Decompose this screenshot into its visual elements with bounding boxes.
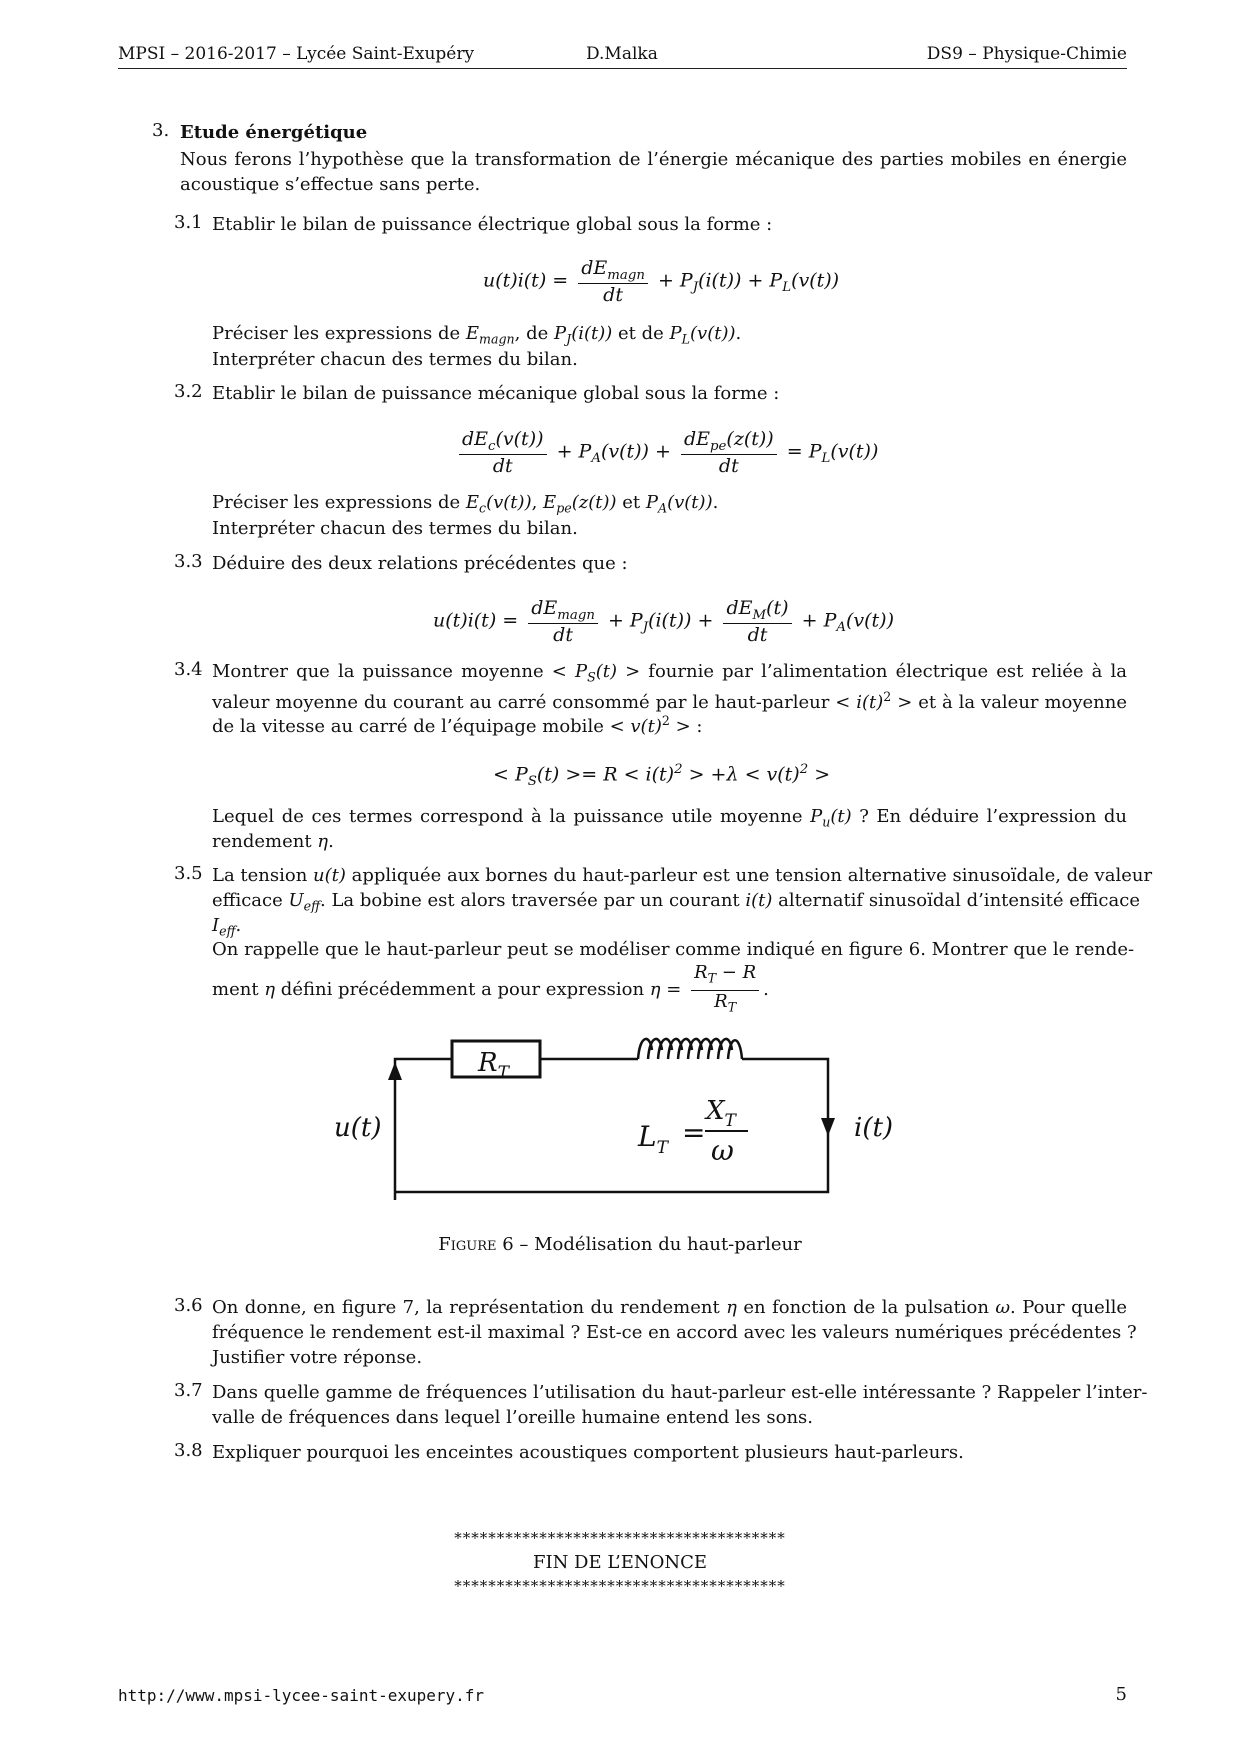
equation-3-4: < $P_S(t) >= R < i(t)^2 > +\lambda < v(t)^2$ > bbox=[493, 762, 831, 790]
question-3-5-line-2: efficace $U_{eff}$. La bobine est alors traversée par un courant i(t) alternatif sinusoïdal d’intensité efficace bbox=[212, 890, 1140, 914]
question-3-1-interpret: Interpréter chacun des termes du bilan. bbox=[212, 349, 578, 370]
equation-3-1: u(t)i(t) = $\frac{dE_{magn}}{dt}$ + $P_J(i(t)) + P_L(v(t))$ bbox=[483, 257, 840, 306]
inductance-frac-den: ω bbox=[711, 1134, 734, 1167]
question-3-1-precise: Préciser les expressions de $E_{magn}$, de $P_J(i(t))$ et de $P_L(v(t))$. bbox=[212, 323, 742, 347]
figure-6-caption: Figure 6 – Modélisation du haut-parleur bbox=[438, 1234, 802, 1255]
end-stars-top: *************************************** bbox=[454, 1529, 786, 1547]
header-left: MPSI – 2016-2017 – Lycée Saint-Exupéry bbox=[118, 44, 475, 64]
question-3-5-line-5: ment η défini précédemment a pour expression η = $\frac{R_T - R}{R_T}$ . bbox=[212, 962, 769, 1015]
current-arrowhead bbox=[821, 1118, 835, 1136]
question-3-6-line-1: On donne, en figure 7, la représentation du rendement η en fonction de la pulsation ω. Pour quelle bbox=[212, 1297, 1128, 1318]
end-stars-bottom: *************************************** bbox=[454, 1577, 786, 1595]
page-header bbox=[118, 44, 1127, 69]
question-number-3-4: 3.4 bbox=[174, 659, 203, 680]
section-intro-line-2: acoustique s’effectue sans perte. bbox=[180, 174, 481, 195]
resistor-label: $R_T$ bbox=[478, 1048, 509, 1083]
inductance-label: $L_T$ bbox=[638, 1120, 668, 1158]
question-3-2-text: Etablir le bilan de puissance mécanique global sous la forme : bbox=[212, 383, 780, 404]
section-intro-line-1: Nous ferons l’hypothèse que la transformation de l’énergie mécanique des parties mobiles en énergie bbox=[180, 149, 1127, 170]
question-number-3-8: 3.8 bbox=[174, 1440, 203, 1461]
question-3-3-text: Déduire des deux relations précédentes que : bbox=[212, 553, 628, 574]
question-3-8-line-1: Expliquer pourquoi les enceintes acoustiques comportent plusieurs haut-parleurs. bbox=[212, 1442, 964, 1463]
voltage-label: u(t) bbox=[334, 1113, 382, 1143]
section-title: Etude énergétique bbox=[180, 122, 368, 143]
current-label: i(t) bbox=[854, 1113, 894, 1143]
end-text: FIN DE L’ENONCE bbox=[532, 1552, 708, 1573]
question-3-4-line-5: rendement η. bbox=[212, 831, 334, 852]
equation-3-2: $\frac{dE_c(v(t))}{dt}$ + $P_A(v(t))$ + $\frac{dE_{pe}(z(t))}{dt}$ = $P_L(v(t))$ bbox=[455, 428, 878, 477]
equation-3-3: u(t)i(t) = $\frac{dE_{magn}}{dt}$ + $P_J(i(t))$ + $\frac{dE_M(t)}{dt}$ + $P_A(v(t))$ bbox=[433, 597, 895, 646]
footer-url: http://www.mpsi-lycee-saint-exupery.fr bbox=[118, 1686, 485, 1705]
inductance-frac-num: $X_T$ bbox=[706, 1096, 736, 1131]
question-3-5-line-3: $I_{eff}$. bbox=[212, 915, 242, 939]
header-center: D.Malka bbox=[586, 44, 658, 64]
question-3-2-interpret: Interpréter chacun des termes du bilan. bbox=[212, 518, 578, 539]
wire-right bbox=[395, 1059, 828, 1192]
question-3-7-line-2: valle de fréquences dans lequel l’oreille humaine entend les sons. bbox=[212, 1407, 814, 1428]
question-3-6-line-2: fréquence le rendement est-il maximal ? Est-ce en accord avec les valeurs numériques précédentes ? bbox=[212, 1322, 1137, 1343]
voltage-arrowhead bbox=[388, 1062, 402, 1080]
question-number-3-3: 3.3 bbox=[174, 551, 203, 572]
figure-6-circuit bbox=[320, 1030, 920, 1210]
wire-left bbox=[395, 1059, 452, 1200]
question-number-3-2: 3.2 bbox=[174, 381, 203, 402]
question-number-3-5: 3.5 bbox=[174, 863, 203, 884]
inductance-equals: = bbox=[682, 1116, 706, 1149]
question-3-6-line-3: Justifier votre réponse. bbox=[212, 1347, 423, 1368]
section-number: 3. bbox=[152, 120, 170, 141]
inductor-coil bbox=[638, 1039, 742, 1059]
question-number-3-7: 3.7 bbox=[174, 1380, 203, 1401]
question-3-4-line-1: Montrer que la puissance moyenne < $P_S(t)$ > fournie par l’alimentation électrique est reliée à la bbox=[212, 661, 1127, 685]
question-3-2-precise: Préciser les expressions de $E_c(v(t))$, $E_{pe}(z(t))$ et $P_A(v(t))$. bbox=[212, 492, 719, 516]
question-3-4-line-4: Lequel de ces termes correspond à la puissance utile moyenne $P_u(t)$ ? En déduire l’expression du bbox=[212, 806, 1127, 830]
question-3-4-line-3: de la vitesse au carré de l’équipage mobile < $v(t)^2$ > : bbox=[212, 713, 703, 737]
header-right: DS9 – Physique-Chimie bbox=[926, 44, 1127, 64]
question-3-1-text: Etablir le bilan de puissance électrique global sous la forme : bbox=[212, 214, 773, 235]
question-3-4-line-2: valeur moyenne du courant au carré consommé par le haut-parleur < $i(t)^2$ > et à la valeur moyenne bbox=[212, 689, 1128, 713]
question-3-5-line-4: On rappelle que le haut-parleur peut se modéliser comme indiqué en figure 6. Montrer que le rende- bbox=[212, 939, 1135, 960]
question-number-3-6: 3.6 bbox=[174, 1295, 203, 1316]
page-number: 5 bbox=[1115, 1684, 1127, 1705]
question-number-3-1: 3.1 bbox=[174, 212, 203, 233]
question-3-7-line-1: Dans quelle gamme de fréquences l’utilisation du haut-parleur est-elle intéressante ? Rappeler l’inter- bbox=[212, 1382, 1148, 1403]
question-3-5-line-1: La tension u(t) appliquée aux bornes du haut-parleur est une tension alternative sinusoïdale, de valeur bbox=[212, 865, 1153, 886]
